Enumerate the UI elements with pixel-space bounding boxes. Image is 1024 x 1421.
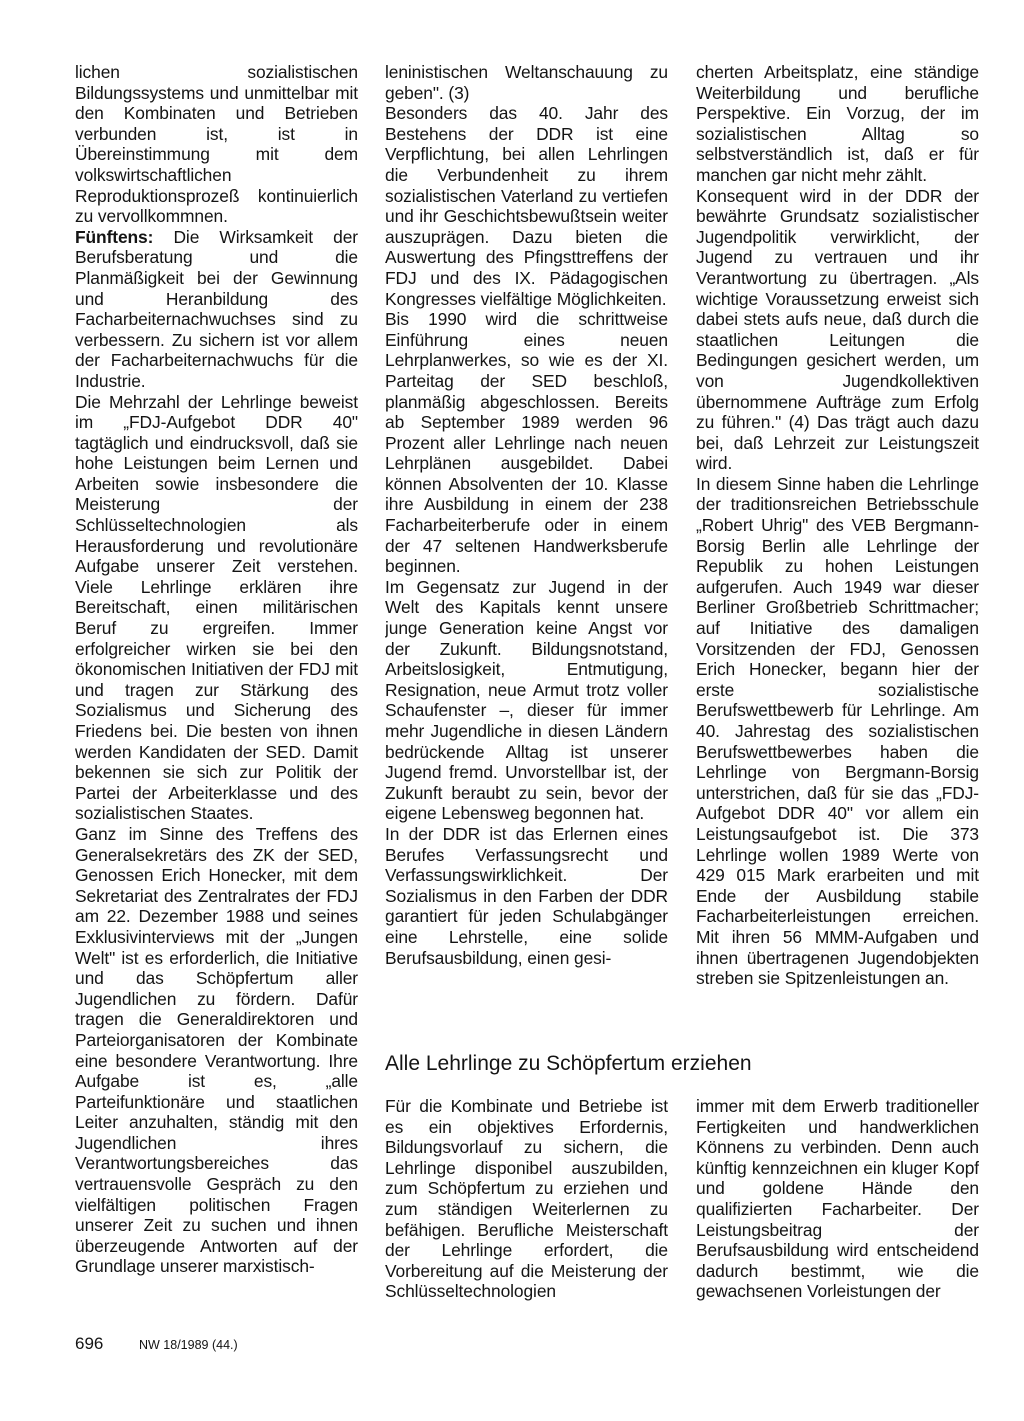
paragraph: Im Gegensatz zur Jugend in der Welt des Kapitals kennt unsere junge Generation keine Angst vor der Zukunft. Bildungsnotstand, Arbeitslosigkeit, Entmutigung, Resignation, neue Armut trotz voller Schaufenster –, dieser für immer mehr Jugendliche in diesen Ländern bedrückende Alltag ist unserer Jugend fremd. Unvorstellbar ist, der Zukunft beraubt zu sein, bevor der eigene Lebensweg begonnen hat. — [385, 576, 668, 824]
paragraph: Konsequent wird in der DDR der bewährte Grundsatz sozialistischer Jugendpolitik verwirklicht, der Jugend zu vertrauen und ihr Verantwortung zu übertragen. „Als wichtige Voraussetzung erweist sich dabei stets aufs neue, daß durch die staatlichen Leitungen die Bedingungen gesichert werden, um von Jugendkollektiven übernommene Aufträge zum Erfolg zu führen." (4) Das trägt auch dazu bei, daß Lehrzeit zur Leistungszeit wird. — [696, 185, 979, 474]
paragraph-lead: Fünftens: — [75, 226, 154, 247]
paragraph: leninistischen Weltanschauung zu geben". (3) — [385, 62, 668, 103]
section-text-column-2 — [696, 1096, 979, 1326]
paragraph: cherten Arbeitsplatz, eine ständige Weiterbildung und berufliche Perspektive. Ein Vorzug, der im sozialistischen Alltag so selbstverständlich ist, daß er für manchen gar nicht mehr zählt. — [696, 62, 979, 185]
paragraph: Für die Kombinate und Betriebe ist es ein objektives Erfordernis, Bildungsvorlauf zu sichern, die Lehrlinge disponibel auszubilden, zum Schöpfertum zu erziehen und zum ständigen Weiterlernen zu befähigen. Berufliche Meisterschaft der Lehrlinge erfordert, die Vorbereitung auf die Meisterung der Schlüsseltechnologien — [385, 1096, 668, 1302]
text-column-2 — [385, 62, 668, 1037]
text-column-1 — [75, 62, 358, 1324]
paragraph: In diesem Sinne haben die Lehrlinge der traditionsreichen Betriebsschule „Robert Uhrig" des VEB Bergmann-Borsig Berlin alle Lehrlinge der Republik zu hohen Leistungen aufgerufen. Auch 1949 war dieser Berliner Großbetrieb Schrittmacher; auf Initiative des damaligen Vorsitzenden der FDJ, Genossen Erich Honecker, begann hier der erste sozialistische Berufswettbewerb für Lehrlinge. Am 40. Jahrestag des sozialistischen Berufswettbewerbes haben die Lehrlinge von Bergmann-Borsig unterstrichen, daß für sie das „FDJ-Aufgebot DDR 40" vor allem ein Leistungsaufgebot ist. Die 373 Lehrlinge wollen 1989 Werte von 429 015 Mark erarbeiten und mit Ende der Ausbildung stabile Facharbeiterleistungen erreichen. Mit ihren 56 MMM-Aufgaben und ihnen übertragenen Jugendobjekten streben sie Spitzenleistungen an. — [696, 473, 979, 989]
page-number: 696 — [75, 1334, 104, 1353]
paragraph: Besonders das 40. Jahr des Bestehens der DDR ist eine Verpflichtung, bei allen Lehrlingen die Verbundenheit zu ihrem sozialistischen Vaterland zu vertiefen und ihr Geschichtsbewußtsein weiter auszuprägen. Dazu bieten die Auswertung des Pfingsttreffens der FDJ und des IX. Pädagogischen Kongresses vielfältige Möglichkeiten. — [385, 103, 668, 309]
paragraph — [75, 227, 358, 392]
section-text-column-1 — [385, 1096, 668, 1326]
paragraph: lichen sozialistischen Bildungssystems und unmittelbar mit den Kombinaten und Betrieben verbunden ist, ist in Übereinstimmung mit dem volkswirtschaftlichen Reproduktionsprozeß kontinuierlich zu vervollkommnen. — [75, 62, 358, 227]
paragraph-text: Die Wirksamkeit der Berufsberatung und die Planmäßigkeit bei der Gewinnung und Heranbildung des Facharbeiternachwuchses sind zu verbessern. Zu sichern ist vor allem der Facharbeiternachwuchs für die Industrie. — [75, 226, 358, 391]
section-heading: Alle Lehrlinge zu Schöpfertum erziehen — [385, 1052, 752, 1075]
page-footer — [75, 1334, 475, 1356]
paragraph: Die Mehrzahl der Lehrlinge beweist im „FDJ-Aufgebot DDR 40" tagtäglich und eindrucksvoll, daß sie hohe Leistungen beim Lernen und Arbeiten sowie insbesondere die Meisterung der Schlüsseltechnologien als Herausforderung und revolutionäre Aufgabe unserer Zeit verstehen. Viele Lehrlinge erklären ihre Bereitschaft, einen militärischen Beruf zu ergreifen. Immer erfolgreicher wirken sie bei den ökonomischen Initiativen der FDJ mit und tragen zur Stärkung des Sozialismus und Sicherung des Friedens bei. Die besten von ihnen werden Kandidaten der SED. Damit bekennen sie sich zur Politik der Partei der Arbeiterklasse und des sozialistischen Staates. — [75, 391, 358, 824]
text-column-3 — [696, 62, 979, 1037]
paragraph: Ganz im Sinne des Treffens des Generalsekretärs des ZK der SED, Genossen Erich Honecker, mit dem Sekretariat des Zentralrates der FDJ am 22. Dezember 1988 und seines Exklusivinterviews mit der „Jungen Welt" ist es erforderlich, die Initiative und das Schöpfertum aller Jugendlichen zu fördern. Dafür tragen die Generaldirektoren und Parteiorganisatoren der Kombinate eine besondere Verantwortung. Ihre Aufgabe ist es, „alle Parteifunktionäre und staatlichen Leiter anzuhalten, ständig mit den Jugendlichen ihres Verantwortungsbereiches das vertrauensvolle Gespräch zu den vielfältigen politischen Fragen unserer Zeit zu suchen und ihnen überzeugende Antworten auf der Grundlage unserer marxistisch- — [75, 823, 358, 1277]
paragraph: immer mit dem Erwerb traditioneller Fertigkeiten und handwerklichen Könnens zu verbinden. Denn auch künftig kennzeichnen ein kluger Kopf und goldene Hände den qualifizierten Facharbeiter. Der Leistungsbeitrag der Berufsausbildung wird entscheidend dadurch bestimmt, wie die gewachsenen Vorleistungen der — [696, 1096, 979, 1302]
paragraph: Bis 1990 wird die schrittweise Einführung eines neuen Lehrplanwerkes, so wie es der XI. Parteitag der SED beschloß, planmäßig abgeschlossen. Bereits ab September 1989 werden 96 Prozent aller Lehrlinge nach neuen Lehrplänen ausgebildet. Dabei können Absolventen der 10. Klasse ihre Ausbildung in einem der 238 Facharbeiterberufe oder in einem der 47 seltenen Handwerksberufe beginnen. — [385, 309, 668, 577]
journal-issue: NW 18/1989 (44.) — [139, 1338, 238, 1352]
paragraph: In der DDR ist das Erlernen eines Berufes Verfassungsrecht und Verfassungswirklichkeit. Der Sozialismus in den Farben der DDR garantiert für jeden Schulabgänger eine Lehrstelle, eine solide Berufsausbildung, einen gesi- — [385, 823, 668, 968]
